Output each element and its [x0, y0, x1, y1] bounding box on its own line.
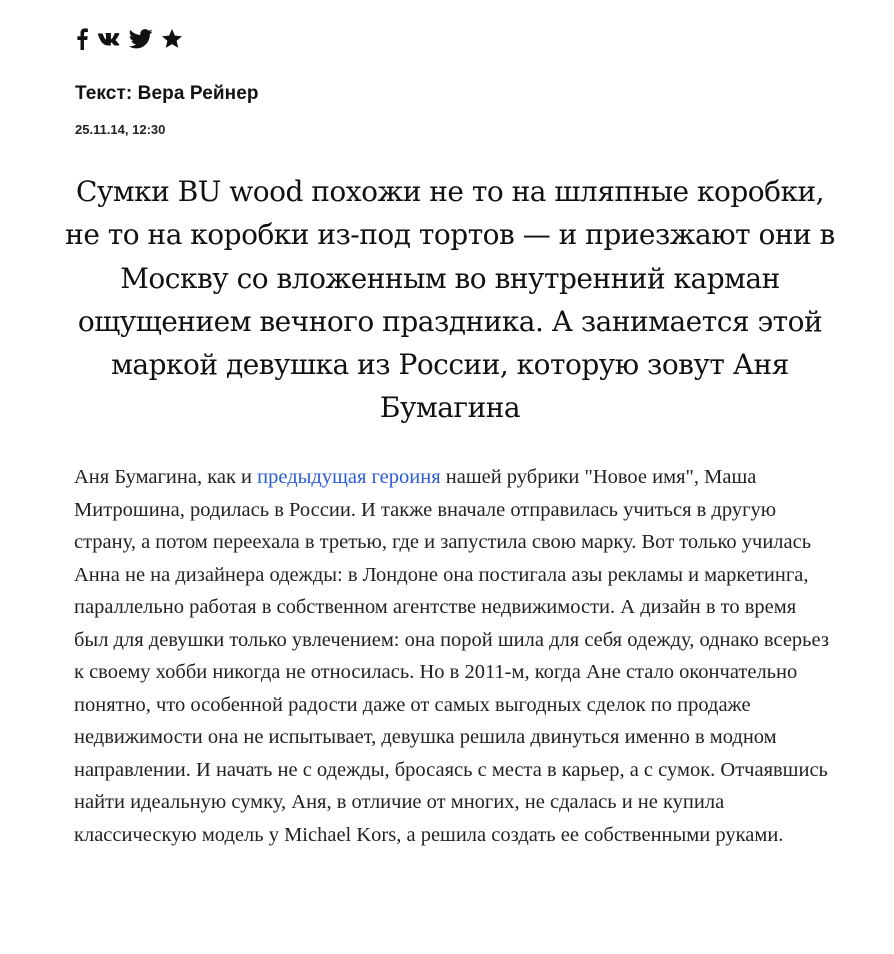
publish-date: 25.11.14, 12:30 — [75, 122, 166, 137]
author-byline: Текст: Вера Рейнер — [75, 83, 259, 104]
star-icon — [161, 28, 183, 50]
vk-icon — [97, 31, 121, 47]
twitter-icon — [129, 29, 153, 49]
article-lead: Сумки BU wood похожи не то на шляпные коробки, не то на коробки из-под тортов — и приезжают они в Москву со вложенным во внутренний карман ощущением вечного праздника. А занимается этой маркой девушка из России, которую зовут Аня Бумагина — [65, 175, 835, 425]
vk-share-button[interactable] — [97, 26, 121, 52]
paragraph-text-rest: нашей рубрики "Новое имя", Маша Митрошина, родилась в России. И также вначале отправилась учиться в другую страну, а потом переехала в третью, где и запустила свою марку. Вот только училась Анна не на дизайнера одежды: в Лондоне она постигала азы рекламы и маркетинга, параллельно работая в собственном агентстве недвижимости. А дизайн в то время был для девушки только увлечением: она порой шила для себя одежду, однако всерьез к своему хобби никогда не относилась. Но в 2011-м, когда Ане стало окончательно понятно, что особенной радости даже от самых выгодных сделок по продаже недвижимости она не испытывает, девушка решила двинуться именно в модном направлении. И начать не с одежды, бросаясь с места в карьер, а с сумок. Отчаявшись найти идеальную сумку, Аня, в отличие от многих, не сдалась и не купила классическую модель у Michael Kors, а решила создать ее собственными руками. — [74, 466, 829, 846]
favorite-button[interactable] — [161, 26, 183, 52]
facebook-icon — [75, 28, 89, 50]
paragraph-text-start: Аня Бумагина, как и — [74, 466, 258, 488]
previous-heroine-link[interactable]: предыдущая героиня — [257, 466, 441, 488]
article-paragraph — [74, 461, 834, 851]
facebook-share-button[interactable] — [75, 26, 89, 52]
twitter-share-button[interactable] — [129, 26, 153, 52]
share-bar — [75, 26, 191, 52]
